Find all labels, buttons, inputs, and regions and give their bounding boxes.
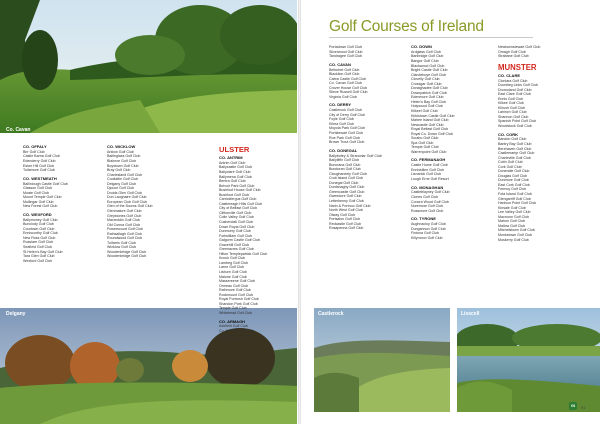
club-item: Loughgall Golf Club bbox=[219, 333, 251, 338]
county-heading: CO. CAVAN bbox=[329, 61, 351, 67]
club-item: Mahon Golf Club bbox=[498, 219, 525, 224]
club-item: Shandon Park Golf Club bbox=[219, 301, 258, 306]
club-item: Downpatrick Golf Club bbox=[411, 90, 447, 95]
page-title: Golf Courses of Ireland bbox=[329, 18, 484, 35]
photo-castlerock bbox=[314, 308, 450, 412]
club-item: City of Belfast Golf Club bbox=[219, 206, 258, 211]
club-item: Seafield Golf Club bbox=[23, 245, 52, 250]
club-item: Douglas Golf Club bbox=[498, 173, 528, 178]
club-item: Ashfield Golf Club bbox=[219, 324, 248, 329]
club-item: Bantry Bay Golf Club bbox=[498, 142, 532, 147]
club-item: Cobh Golf Club bbox=[498, 160, 523, 165]
club-item: Bushfoot House Golf Club bbox=[219, 188, 261, 193]
club-item: Banbridge Golf Club bbox=[411, 54, 444, 59]
club-item: Castlerock Golf Club bbox=[329, 108, 362, 113]
club-item: Kilkeel Golf Club bbox=[411, 109, 438, 114]
caption-lisscell: Lisscell bbox=[461, 311, 480, 317]
club-item: Galgorm Castle Golf Club bbox=[219, 238, 260, 243]
club-item: New Forest Golf Club bbox=[23, 204, 58, 209]
club-item: Baltinglass Golf Club bbox=[107, 154, 141, 159]
club-item: European Club Golf Club bbox=[107, 199, 147, 204]
club-item: Belturbet Golf Club bbox=[329, 67, 360, 72]
county-heading: CO. DOWN bbox=[411, 44, 432, 49]
club-item: Holywood Golf Club bbox=[411, 104, 443, 109]
county-heading: CO. OFFALY bbox=[23, 144, 47, 149]
club-item: Temple Golf Club bbox=[411, 145, 439, 150]
column-5 bbox=[411, 45, 455, 240]
club-item: Cruit Island Golf Club bbox=[329, 176, 364, 181]
club-item: Castle Barna Golf Club bbox=[23, 154, 60, 159]
page-number: 91 bbox=[581, 405, 586, 410]
club-item: Clovelly Golf Club bbox=[411, 77, 440, 82]
club-item: Scrabo Golf Club bbox=[411, 136, 439, 141]
club-item: Enniskillen Golf Club bbox=[411, 167, 445, 172]
club-item: Kirkistown Castle Golf Club bbox=[411, 113, 455, 118]
club-item: Kilkee Golf Club bbox=[498, 101, 524, 106]
club-item: Fortwilliam Golf Club bbox=[219, 233, 253, 238]
county-heading: CO. TYRONE bbox=[411, 216, 436, 222]
club-item: Lisnarick Golf Club bbox=[411, 172, 442, 177]
club-item: Portstewart Golf Club bbox=[329, 131, 364, 136]
club-item: Macreddin Golf Club bbox=[107, 218, 140, 223]
club-item: Moyola Park Golf Club bbox=[329, 126, 365, 131]
club-item: Roundwood Golf Club bbox=[107, 236, 143, 241]
club-item: Silverwood Golf Club bbox=[329, 49, 363, 54]
club-item: Ballymena Golf Club bbox=[219, 174, 252, 179]
club-item: Letterkenny Golf Club bbox=[329, 199, 364, 204]
club-item: Dun Laoghaire Golf Club bbox=[107, 195, 147, 200]
club-item: Glenmalure Golf Club bbox=[107, 209, 142, 214]
club-item: Whitehead Golf Club bbox=[219, 310, 253, 315]
county-heading: CO. CORK bbox=[498, 131, 518, 137]
club-item: Doonbeg Links Golf Club bbox=[498, 83, 538, 88]
club-item: Macroom Golf Club bbox=[498, 214, 529, 219]
club-item: Druids Glen Golf Club bbox=[107, 190, 142, 195]
club-item: Clonlara Golf Club bbox=[498, 78, 528, 83]
club-item: Rathsallagh Golf Club bbox=[107, 231, 142, 236]
club-item: Omagh Golf Club bbox=[498, 49, 526, 54]
club-item: Narin & Portnoo Golf Club bbox=[329, 203, 371, 208]
club-item: Killymoon Golf Club bbox=[411, 235, 443, 240]
county-heading: CO. WEXFORD bbox=[23, 211, 52, 217]
club-item: Moate Golf Club bbox=[23, 190, 49, 195]
club-item: Ballyclare Golf Club bbox=[219, 170, 251, 174]
club-item: Edenderry Golf Club bbox=[23, 159, 56, 163]
club-item: Spanish Point Golf Club bbox=[498, 119, 537, 124]
club-item: Donegal Golf Club bbox=[329, 180, 359, 185]
county-heading: CO. MONAGHAN bbox=[411, 184, 444, 190]
column-4 bbox=[329, 45, 382, 231]
caption-delgany: Delgany bbox=[6, 311, 26, 317]
club-item: Edenmore Golf Club bbox=[411, 95, 444, 100]
club-item: Brown Trout Golf Club bbox=[329, 140, 365, 145]
club-item: Glengarriff Golf Club bbox=[498, 196, 531, 201]
club-item: Ballybofey & Stranorlar Golf Club bbox=[329, 153, 382, 158]
club-item: Spa Golf Club bbox=[411, 140, 434, 145]
club-item: Dunmore Golf Club bbox=[498, 178, 529, 183]
club-item: Rosslare Golf Club bbox=[23, 240, 54, 245]
club-item: Lee Valley Golf Club bbox=[498, 210, 531, 215]
club-item: Co. Armagh Golf Club bbox=[219, 328, 254, 333]
club-item: Bundoran Golf Club bbox=[329, 167, 361, 172]
club-item: Newtownstewart Golf Club bbox=[498, 45, 541, 49]
county-heading: CO. DERRY bbox=[329, 102, 352, 108]
club-item: St Helen's Bay Golf Club bbox=[23, 249, 63, 254]
club-item: Kilrush Golf Club bbox=[498, 105, 525, 110]
title-rule bbox=[329, 37, 533, 38]
club-item: Fota Island Golf Club bbox=[498, 192, 532, 197]
club-item: Shannon Golf Club bbox=[498, 114, 529, 119]
county-heading: CO. WESTMEATH bbox=[23, 175, 57, 181]
club-item: Malone Golf Club bbox=[219, 274, 247, 279]
club-item: Dunmurry Golf Club bbox=[219, 229, 251, 234]
photo-cavan-fairway bbox=[0, 0, 297, 133]
club-item: Wicklow Golf Club bbox=[107, 245, 137, 250]
club-item: Glasson Golf Club bbox=[23, 186, 53, 191]
club-item: Tandragee Golf Club bbox=[329, 54, 362, 59]
club-item: Blacklion Golf Club bbox=[329, 72, 360, 77]
club-item: Nuremore Golf Club bbox=[411, 204, 443, 209]
club-item: Carrickfergus Golf Club bbox=[219, 197, 257, 202]
club-item: Portadown Golf Club bbox=[329, 45, 363, 49]
club-item: Crossgar Golf Club bbox=[411, 81, 442, 86]
club-item: Blainroe Golf Club bbox=[107, 159, 137, 163]
club-item: Donaghadee Golf Club bbox=[411, 86, 448, 91]
club-item: Woodenbridge Golf Club bbox=[107, 249, 147, 254]
club-item: Cloughaneely Golf Club bbox=[329, 171, 367, 176]
club-item: Delgany Golf Club bbox=[107, 181, 137, 186]
club-item: Djouce Golf Club bbox=[107, 186, 135, 191]
club-item: Woodenbridge Golf Club bbox=[107, 254, 147, 259]
page-gutter bbox=[298, 0, 301, 424]
club-item: Bright Castle Golf Club bbox=[411, 68, 448, 73]
club-item: Concra Wood Golf Club bbox=[411, 199, 449, 204]
club-item: Rockmount Golf Club bbox=[219, 292, 254, 297]
club-item: Slieve Russell Golf Club bbox=[329, 90, 368, 95]
county-heading: CO. CLARE bbox=[498, 72, 520, 78]
club-item: Mitchelstown Golf Club bbox=[498, 228, 535, 233]
club-item: Clones Golf Club bbox=[411, 195, 439, 200]
publisher-logo: GI bbox=[570, 403, 576, 408]
club-item: Royal Co. Down Golf Club bbox=[411, 131, 453, 136]
club-item: Dungannon Golf Club bbox=[411, 226, 446, 231]
club-item: Ballymoney Golf Club bbox=[23, 217, 58, 222]
club-item: Greenacres Golf Club bbox=[219, 247, 254, 252]
club-item: Cork Golf Club bbox=[498, 164, 522, 169]
club-item: Cabra Castle Golf Club bbox=[329, 76, 366, 81]
club-item: Massereene Golf Club bbox=[219, 279, 255, 284]
region-heading-ulster: ULSTER bbox=[219, 145, 250, 154]
club-item: North West Golf Club bbox=[329, 208, 363, 213]
club-item: Rosapenna Golf Club bbox=[329, 226, 364, 231]
column-2 bbox=[107, 145, 153, 259]
club-item: Newcastle Golf Club bbox=[411, 122, 444, 127]
club-item: Dromoland Golf Club bbox=[498, 87, 532, 92]
club-item: Bunclody Golf Club bbox=[23, 222, 54, 227]
club-item: Bushfoot Golf Club bbox=[219, 192, 250, 197]
county-heading: CO. ANTRIM bbox=[219, 155, 243, 160]
club-item: Colin Valley Golf Club bbox=[219, 215, 254, 220]
column-1 bbox=[23, 145, 68, 263]
club-item: Temple Golf Club bbox=[219, 306, 247, 311]
club-item: Hilton Templepatrick Golf Club bbox=[219, 251, 268, 256]
club-item: Royal Portrush Golf Club bbox=[219, 297, 259, 302]
club-item: Monkstown Golf Club bbox=[498, 232, 533, 237]
club-item: Bangor Golf Club bbox=[411, 59, 439, 63]
club-item: Kilrea Golf Club bbox=[329, 121, 355, 126]
club-item: Blackwood Golf Club bbox=[411, 63, 445, 68]
club-item: Tara Glen Golf Club bbox=[23, 254, 55, 259]
club-item: Castleblayney Golf Club bbox=[411, 190, 450, 195]
club-item: Esker Hill Golf Club bbox=[23, 163, 55, 168]
club-item: Clandeboye Golf Club bbox=[411, 72, 447, 77]
club-item: Lisburn Golf Club bbox=[219, 270, 247, 275]
club-item: Arklow Golf Club bbox=[107, 149, 134, 154]
club-item: Fermoy Golf Club bbox=[498, 187, 527, 192]
club-item: Charlesland Golf Club bbox=[107, 172, 143, 177]
club-item: Dunfanaghy Golf Club bbox=[329, 185, 365, 190]
club-item: Gracehill Golf Club bbox=[219, 242, 250, 247]
club-item: Warrenpoint Golf Club bbox=[411, 149, 447, 154]
club-item: Tulfarris Golf Club bbox=[107, 240, 136, 245]
club-item: Crover House Golf Club bbox=[329, 85, 368, 90]
club-item: Antrim Golf Club bbox=[219, 160, 246, 165]
column-3 bbox=[219, 145, 267, 343]
club-item: Ballyliffin Golf Club bbox=[329, 158, 360, 163]
club-item: Coollattin Golf Club bbox=[107, 177, 138, 182]
club-item: City of Derry Golf Club bbox=[329, 112, 365, 117]
club-item: Bentra Golf Club bbox=[219, 179, 246, 184]
club-item: Portsalon Golf Club bbox=[329, 217, 361, 222]
club-item: Foyle Golf Club bbox=[329, 117, 354, 122]
club-item: Larne Golf Club bbox=[219, 265, 245, 270]
club-item: Bandon Golf Club bbox=[498, 137, 527, 142]
club-item: Lahinch Golf Club bbox=[498, 110, 527, 115]
club-item: Castlereagh Hills Golf Club bbox=[219, 201, 263, 206]
club-item: Charleville Golf Club bbox=[498, 155, 531, 160]
club-item: Old Conna Golf Club bbox=[107, 222, 141, 227]
club-item: Otway Golf Club bbox=[329, 212, 356, 217]
county-heading: CO. ARMAGH bbox=[219, 318, 246, 324]
club-item: Bray Golf Club bbox=[107, 168, 131, 173]
club-item: Ormeau Golf Club bbox=[219, 283, 248, 288]
caption-castlerock: Castlerock bbox=[318, 311, 344, 317]
club-item: Rathmore Golf Club bbox=[219, 288, 251, 293]
club-item: Boystown Golf Club bbox=[107, 163, 139, 168]
club-item: Ballinlough Castle Golf Club bbox=[23, 181, 68, 186]
club-item: Aughnacloy Golf Club bbox=[411, 222, 446, 227]
club-item: Redcastle Golf Club bbox=[329, 221, 361, 226]
club-item: Castle Hume Golf Club bbox=[411, 163, 448, 168]
club-item: Lurgan Golf Club bbox=[219, 338, 247, 343]
club-item: Doneraile Golf Club bbox=[498, 169, 530, 174]
club-item: Strabane Golf Club bbox=[498, 54, 529, 59]
club-item: Lambeg Golf Club bbox=[219, 260, 248, 265]
photo-lisscell bbox=[457, 308, 600, 412]
club-item: Greystones Golf Club bbox=[107, 213, 142, 218]
club-item: Ennis Golf Club bbox=[498, 96, 523, 101]
club-item: Kinsale Golf Club bbox=[498, 205, 526, 210]
club-item: East Clare Golf Club bbox=[498, 92, 531, 97]
club-item: Lough Erne Golf Resort bbox=[411, 177, 449, 182]
club-item: Mount Temple Golf Club bbox=[23, 195, 62, 200]
club-item: Greencastle Golf Club bbox=[329, 189, 365, 194]
club-item: Harbour Point Golf Club bbox=[498, 201, 537, 206]
club-item: Ballycastle Golf Club bbox=[219, 165, 253, 170]
club-item: Royal Belfast Golf Club bbox=[411, 127, 449, 132]
caption-cavan: Co. Cavan bbox=[6, 127, 31, 133]
club-item: Glen of the Downs Golf Club bbox=[107, 204, 153, 209]
club-item: Gweedore Golf Club bbox=[329, 194, 362, 199]
club-item: New Ross Golf Club bbox=[23, 235, 56, 240]
club-item: Co. Cavan Golf Club bbox=[329, 81, 362, 86]
club-item: Mallow Golf Club bbox=[498, 223, 526, 228]
club-item: East Cork Golf Club bbox=[498, 182, 530, 187]
club-item: Buncrana Golf Club bbox=[329, 162, 361, 167]
club-item: Fintona Golf Club bbox=[411, 231, 439, 236]
club-item: Mullingar Golf Club bbox=[23, 199, 54, 204]
club-item: Birr Golf Club bbox=[23, 149, 45, 154]
region-heading-munster: MUNSTER bbox=[498, 62, 537, 72]
club-item: Cliftonville Golf Club bbox=[219, 210, 252, 215]
club-item: Tullamore Golf Club bbox=[23, 168, 55, 173]
club-item: Berehaven Golf Club bbox=[498, 146, 532, 151]
club-item: Roe Park Golf Club bbox=[329, 135, 360, 140]
club-item: Belvoir Park Golf Club bbox=[219, 183, 255, 188]
club-item: Muskerry Golf Club bbox=[498, 237, 529, 242]
club-item: Woodstock Golf Club bbox=[498, 124, 532, 129]
club-item: Wexford Golf Club bbox=[23, 258, 53, 263]
club-item: Cushendall Golf Club bbox=[219, 220, 253, 225]
club-item: Enniscorthy Golf Club bbox=[23, 231, 58, 236]
county-heading: CO. DONEGAL bbox=[329, 147, 358, 153]
club-item: Virginia Golf Club bbox=[329, 94, 357, 99]
club-item: Ardglass Golf Club bbox=[411, 49, 441, 54]
club-item: Powerscourt Golf Club bbox=[107, 227, 143, 232]
club-item: Castlemartyr Golf Club bbox=[498, 151, 535, 156]
club-item: Down Royal Golf Club bbox=[219, 224, 255, 229]
county-heading: CO. WICKLOW bbox=[107, 144, 136, 149]
county-heading: CO. FERMANAGH bbox=[411, 157, 446, 163]
column-6 bbox=[498, 45, 540, 242]
club-item: Knock Golf Club bbox=[219, 256, 245, 261]
club-item: Courtown Golf Club bbox=[23, 226, 55, 231]
club-item: Rossmore Golf Club bbox=[411, 208, 444, 213]
club-item: Helen's Bay Golf Club bbox=[411, 99, 447, 104]
club-item: Mahee Island Golf Club bbox=[411, 118, 449, 123]
